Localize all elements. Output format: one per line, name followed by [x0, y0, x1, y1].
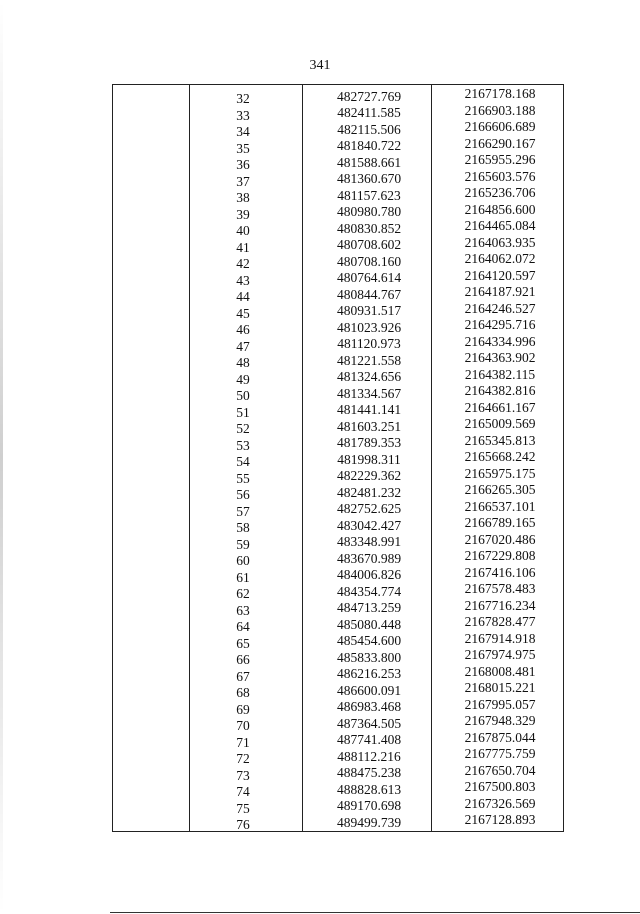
row-index: 70 [236, 718, 250, 733]
x-coordinate: 484006.826 [336, 567, 402, 582]
x-coordinate: 487741.408 [336, 732, 402, 747]
row-index: 56 [236, 487, 250, 502]
y-coordinate: 2167229.808 [464, 548, 536, 563]
row-index: 73 [236, 767, 250, 783]
y-coordinate: 2168015.221 [464, 680, 536, 695]
x-coordinate: 481840.722 [336, 138, 402, 153]
x-coordinate: 481334.567 [336, 385, 402, 401]
coordinate-table [112, 84, 564, 832]
x-coordinate: 481324.656 [336, 369, 402, 384]
row-index: 55 [236, 470, 250, 486]
row-index: 39 [236, 206, 250, 222]
row-index: 35 [236, 140, 250, 156]
y-coordinate: 2164465.084 [464, 218, 536, 233]
row-index: 57 [236, 503, 250, 519]
row-index: 54 [236, 454, 250, 469]
x-coordinate: 481221.558 [336, 352, 402, 368]
row-index: 62 [236, 586, 250, 601]
y-coordinate: 2164246.527 [464, 300, 536, 316]
x-coordinate: 482115.506 [337, 121, 401, 137]
y-coordinate: 2166265.305 [464, 482, 536, 497]
x-coordinate: 486983.468 [336, 699, 402, 714]
x-coordinate: 486216.253 [336, 666, 402, 681]
y-coordinate: 2167500.803 [464, 779, 536, 794]
bottom-rule [110, 912, 640, 913]
row-index: 36 [236, 157, 250, 172]
x-coordinate: 488112.216 [337, 748, 401, 764]
x-coordinate: 480764.614 [336, 270, 402, 285]
row-index: 74 [236, 784, 250, 799]
x-coordinate: 482752.625 [336, 501, 402, 516]
row-index: 63 [236, 602, 250, 618]
x-coordinate: 480708.160 [336, 253, 402, 269]
row-index: 52 [236, 421, 250, 436]
row-index: 72 [236, 751, 250, 766]
y-coordinate: 2164187.921 [464, 284, 536, 299]
y-coordinate: 2167828.477 [464, 614, 536, 629]
x-coordinate: 482727.769 [336, 88, 402, 104]
y-coordinate: 2165975.175 [464, 465, 536, 481]
x-coordinate: 480708.602 [336, 237, 402, 252]
y-coordinate: 2165009.569 [464, 416, 536, 431]
row-index: 38 [236, 190, 250, 205]
x-coordinate: 485454.600 [336, 633, 402, 648]
y-coordinate: 2167948.329 [464, 713, 536, 728]
y-coordinate: 2164856.600 [464, 201, 536, 217]
x-coordinate: 481789.353 [336, 435, 402, 450]
y-coordinate: 2167326.569 [464, 795, 536, 811]
row-index: 46 [236, 322, 250, 337]
x-coordinate: 485833.800 [336, 649, 402, 665]
y-coordinate: 2166290.167 [464, 135, 536, 151]
x-coordinate: 483670.989 [336, 550, 402, 566]
y-coordinate: 2165236.706 [464, 185, 536, 200]
row-index: 48 [236, 355, 250, 370]
y-coordinate: 2165345.813 [464, 432, 536, 448]
x-coordinate: 488475.238 [336, 765, 402, 780]
y-coordinate: 2166606.689 [464, 119, 536, 134]
y-coordinate: 2164062.072 [464, 251, 536, 266]
x-coordinate: 485080.448 [336, 616, 402, 632]
row-index: 47 [236, 338, 250, 354]
x-coordinate: 482411.585 [337, 105, 401, 120]
row-index: 33 [236, 107, 250, 123]
table-row [113, 812, 563, 834]
x-coordinate: 484354.774 [336, 583, 402, 599]
y-coordinate: 2165955.296 [464, 152, 536, 167]
row-index: 67 [236, 668, 250, 684]
x-coordinate: 483042.427 [336, 517, 402, 533]
y-coordinate: 2167995.057 [464, 696, 536, 712]
y-coordinate: 2164363.902 [464, 350, 536, 365]
y-coordinate: 2164382.115 [464, 366, 536, 382]
x-coordinate: 484713.259 [336, 600, 402, 615]
x-coordinate: 489499.739 [336, 814, 402, 830]
y-coordinate: 2164120.597 [464, 267, 536, 283]
y-coordinate: 2166537.101 [464, 498, 536, 514]
y-coordinate: 2166789.165 [464, 515, 536, 530]
row-index: 32 [236, 91, 250, 106]
row-index: 61 [236, 569, 250, 585]
row-index: 50 [236, 388, 250, 403]
y-coordinate: 2166903.188 [464, 102, 536, 118]
row-index: 42 [236, 256, 250, 271]
row-index: 49 [236, 371, 250, 387]
scan-edge-shadow [0, 0, 3, 914]
y-coordinate: 2167914.918 [464, 630, 536, 646]
row-index: 69 [236, 701, 250, 717]
y-coordinate: 2167178.168 [464, 86, 536, 101]
y-coordinate: 2164334.996 [464, 333, 536, 349]
x-coordinate: 481157.623 [337, 187, 401, 203]
y-coordinate: 2165603.576 [464, 168, 536, 184]
y-coordinate: 2168008.481 [464, 663, 536, 679]
row-index: 65 [236, 635, 250, 651]
row-index: 40 [236, 223, 250, 238]
row-index: 45 [236, 305, 250, 321]
x-coordinate: 481603.251 [336, 418, 402, 434]
y-coordinate: 2167775.759 [464, 746, 536, 761]
row-index: 37 [236, 173, 250, 189]
y-coordinate: 2165668.242 [464, 449, 536, 464]
x-coordinate: 488828.613 [336, 781, 402, 797]
y-coordinate: 2167416.106 [464, 564, 536, 580]
x-coordinate: 489170.698 [336, 798, 402, 813]
row-index: 59 [236, 536, 250, 552]
x-coordinate: 481120.973 [337, 336, 401, 351]
row-index: 34 [236, 124, 250, 139]
x-coordinate: 481588.661 [336, 154, 402, 170]
x-coordinate: 481360.670 [336, 171, 402, 186]
x-coordinate: 481441.141 [336, 402, 402, 417]
table-body [113, 86, 563, 834]
y-coordinate: 2167974.975 [464, 647, 536, 662]
x-coordinate: 480830.852 [336, 220, 402, 236]
x-coordinate: 481998.311 [337, 451, 401, 467]
y-coordinate: 2167578.483 [464, 581, 536, 596]
row-index: 53 [236, 437, 250, 453]
x-coordinate: 482229.362 [336, 468, 402, 483]
row-index: 51 [236, 404, 250, 420]
row-index: 75 [236, 800, 250, 816]
row-index: 66 [236, 652, 250, 667]
y-coordinate: 2164661.167 [464, 399, 536, 415]
row-index: 71 [236, 734, 250, 750]
y-coordinate: 2167716.234 [464, 597, 536, 613]
x-coordinate: 481023.926 [336, 319, 402, 335]
y-coordinate: 2164063.935 [464, 234, 536, 250]
row-index: 44 [236, 289, 250, 304]
row-index: 41 [236, 239, 250, 255]
x-coordinate: 483348.991 [336, 534, 402, 549]
x-coordinate: 480980.780 [336, 204, 402, 219]
row-index: 58 [236, 520, 250, 535]
x-coordinate: 480844.767 [336, 286, 402, 302]
y-coordinate: 2167020.486 [464, 531, 536, 547]
row-index: 43 [236, 272, 250, 288]
row-index: 60 [236, 553, 250, 568]
x-coordinate: 487364.505 [336, 715, 402, 731]
row-index: 68 [236, 685, 250, 700]
page-number: 341 [309, 58, 331, 73]
x-coordinate: 480931.517 [336, 303, 402, 318]
y-coordinate: 2167650.704 [464, 762, 536, 778]
x-coordinate: 482481.232 [336, 484, 402, 500]
y-coordinate: 2164382.816 [464, 383, 536, 398]
row-index: 76 [236, 817, 250, 832]
y-coordinate: 2167875.044 [464, 729, 536, 745]
row-index: 64 [236, 619, 250, 634]
x-coordinate: 486600.091 [336, 682, 402, 698]
y-coordinate: 2164295.716 [464, 317, 536, 332]
y-coordinate: 2167128.893 [464, 812, 536, 827]
